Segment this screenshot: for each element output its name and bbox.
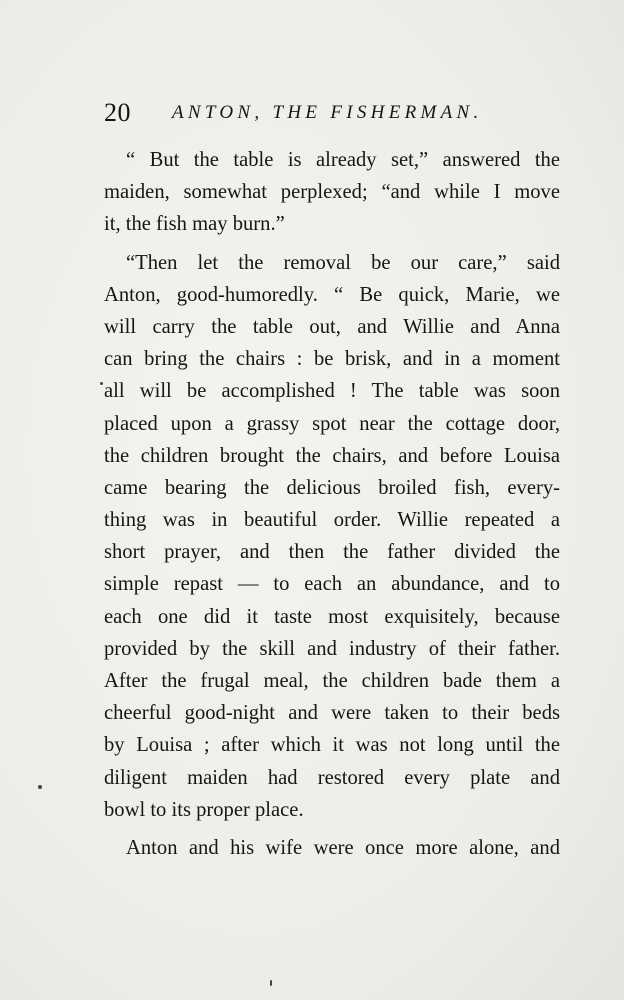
text-line: maiden, somewhat perplexed; “and while I move (104, 181, 560, 204)
text-line: thing was in beautiful order. Willie repeated a (104, 509, 560, 532)
text-line: each one did it taste most exquisitely, because (104, 605, 560, 628)
text-line: provided by the skill and industry of their father. (104, 637, 560, 660)
text-line: all will be accomplished ! The table was soon (104, 380, 560, 403)
text-line: it, the fish may burn.” (104, 213, 285, 236)
text-line: by Louisa ; after which it was not long until the (104, 734, 560, 757)
page-body (104, 144, 560, 864)
text-line: short prayer, and then the father divided the (104, 541, 560, 564)
text-line: simple repast — to each an abundance, and to (104, 573, 560, 596)
ink-speck (38, 785, 42, 789)
ink-speck (270, 980, 272, 986)
text-line: will carry the table out, and Willie and Anna (104, 315, 560, 338)
running-title: ANTON, THE FISHERMAN. (172, 102, 483, 123)
text-line: “Then let the removal be our care,” said (126, 251, 560, 274)
text-line: Anton, good-humoredly. “ Be quick, Marie, we (104, 283, 560, 306)
text-line: placed upon a grassy spot near the cottage door, (104, 412, 560, 435)
text-line: can bring the chairs : be brisk, and in a moment (104, 348, 560, 371)
text-line: cheerful good-night and were taken to their beds (104, 702, 560, 725)
text-line: bowl to its proper place. (104, 798, 304, 821)
page-header (104, 98, 564, 132)
text-line: the children brought the chairs, and before Louisa (104, 444, 560, 467)
text-line: “ But the table is already set,” answered the (126, 149, 560, 171)
page-number: 20 (104, 98, 131, 127)
ink-speck (100, 382, 103, 385)
text-line: Anton and his wife were once more alone, and (126, 836, 560, 859)
text-line: After the frugal meal, the children bade them a (104, 670, 560, 692)
text-line: diligent maiden had restored every plate and (104, 766, 560, 789)
paragraph (104, 144, 560, 241)
paragraph (104, 247, 560, 826)
text-line: came bearing the delicious broiled fish, every- (104, 476, 560, 499)
paragraph (104, 832, 560, 864)
